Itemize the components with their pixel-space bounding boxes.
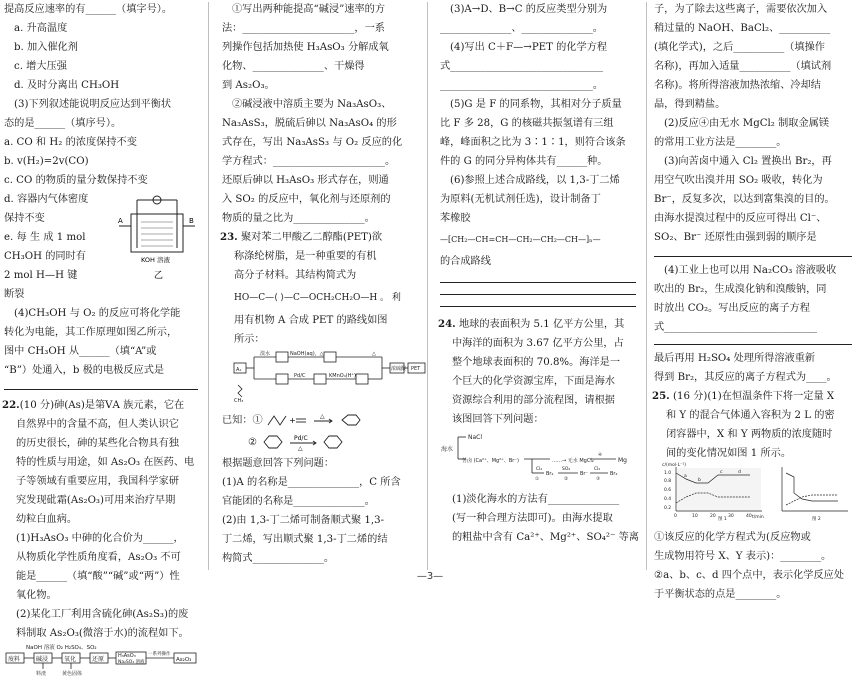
step-label: ④ <box>598 453 603 458</box>
flow-node: NaCl <box>468 434 483 441</box>
svg-text:+: + <box>289 416 296 425</box>
text-line: 吹出的 Br₂，生成溴化钠和溴酸钠，同 <box>654 284 827 295</box>
flow-node: ……→ 无水 MgCl₂ <box>552 458 594 464</box>
flow-node: 碱浸 <box>36 656 49 663</box>
column-1 <box>2 0 198 677</box>
point-label: d <box>738 470 741 475</box>
figure-caption: 乙 <box>154 271 164 281</box>
option-d: d. 容器内气体密度 <box>4 194 89 205</box>
axis-label: t/min <box>752 515 764 520</box>
option-c: c. CO 的物质的量分数保持不变 <box>4 175 148 186</box>
text-line: 保持不变 <box>4 213 45 224</box>
text-line: ②a、b、c、d 四个点中，表示化学反应处 <box>654 570 845 581</box>
reagent-label: 浓硫酸 <box>391 366 407 372</box>
fuel-cell-diagram <box>117 192 197 282</box>
rubber-structure: —[CH₂—CH=CH—CH₂—CH₂—CH—]ₙ— <box>440 235 601 244</box>
text-line: 自然界中的含量不高，但人类认识它 <box>16 419 179 430</box>
flow-node: 海水 <box>441 446 454 453</box>
text-line: 特的性质与用途，如 As₂O₃ 在医药、电 <box>16 457 195 468</box>
flow-node: 还原 <box>92 656 105 663</box>
text-line: 转化为电能，其工作原理如图乙所示， <box>4 327 178 338</box>
text-line: 高分子材料。其结构简式为 <box>234 270 357 281</box>
text-line: 氧化物。 <box>16 590 57 601</box>
option-c: c. 增大压强 <box>14 61 67 72</box>
text-line: 列操作包括加热使 H₃AsO₃ 分解成氧 <box>222 42 389 53</box>
text-line: (5)G 是 F 的同系物，其相对分子质量 <box>450 99 622 110</box>
pet-formula: HO—C—⟨ ⟩—C—OCH₂CH₂O— <box>234 293 370 303</box>
text-line: 于平衡状态的点是________。 <box>654 589 787 600</box>
point-label: a <box>684 474 687 479</box>
text-line: 得到 Br₂，其反应的离子方程式为____。 <box>654 372 837 383</box>
reagent-label: SO₂ <box>562 467 571 472</box>
text-line: 和 Y 的混合气体通入容积为 2 L 的密 <box>666 410 835 421</box>
electrolyte-label: KOH 溶液 <box>141 256 170 264</box>
text-line: 资源综合利用的部分流程图，请根据 <box>452 395 615 406</box>
text-line: 究发现砒霜(As₂O₃)可用来治疗早期 <box>16 495 176 506</box>
axis-label: c/(mol·L⁻¹) <box>662 463 687 468</box>
condition-label: Pd/C <box>294 435 309 442</box>
compound-label: PET <box>411 366 421 372</box>
tick-label: 40 <box>746 514 752 519</box>
text-line: 用空气吹出溴并用 SO₂ 吸收，转化为 <box>654 175 823 186</box>
text-line: 入 SO₂ 的反应中，氧化剂与还原剂的 <box>222 194 391 205</box>
reagent-label: Cl₂ <box>594 467 601 472</box>
text-line: 态的是______（填序号）。 <box>4 118 122 129</box>
text-line: 时放出 CO₂。写出反应的离子方程 <box>654 303 810 314</box>
text-line: 式______________________________ <box>440 61 603 72</box>
text-line: 2 mol H—H 键 <box>4 270 78 281</box>
text-line: (4)写出 C＋F—→PET 的化学方程 <box>450 42 608 53</box>
text-line: 间的变化情况如图 1 所示。 <box>666 448 792 459</box>
flow-node: 苦卤 (Ca²⁺、Mg²⁺、Br⁻) <box>462 458 519 464</box>
pet-formula-end: H 。 利 <box>369 293 401 303</box>
flow-node: 废料 <box>8 656 21 663</box>
text-line: (写一种合理方法即可)。由海水提取 <box>452 513 613 524</box>
answer-line <box>440 293 636 295</box>
flow-node: H₃AsO₃ <box>118 653 136 659</box>
flow-byproduct: 黄色固体 <box>62 671 83 677</box>
option-a: a. CO 和 H₂ 的浓度保持不变 <box>4 137 137 148</box>
text-line: 物质的量之比为______________。 <box>222 213 375 224</box>
concentration-graphs <box>662 463 852 521</box>
reagent-label: △ <box>372 351 376 357</box>
fuel-cell-block <box>4 190 198 285</box>
text-line: CH₃OH 的同时有 <box>4 251 86 262</box>
point-label: b <box>698 478 701 483</box>
text-line: 断裂 <box>4 289 25 300</box>
text-line: 能是______（填“酸”“碱”或“两”）性 <box>16 571 180 582</box>
flow-node: Br₂ <box>546 471 554 477</box>
text-line: 名称)。将所得溶液加热浓缩、冷却结 <box>654 80 821 91</box>
answer-line <box>440 305 636 307</box>
text-line: (4)工业上也可以用 Na₂CO₃ 溶液吸收 <box>664 265 837 276</box>
tick-label: 20 <box>710 514 716 519</box>
option-a: a. 升高温度 <box>14 23 68 34</box>
text-line: 为原料(无机试剂任选)，设计制备丁 <box>440 194 601 205</box>
text-line: (3)下列叙述能说明反应达到平衡状 <box>14 99 172 110</box>
text-line: 比 F 多 28，G 的核磁共振氢谱有三组 <box>440 118 614 129</box>
flow-node: As₂O₃ <box>176 657 192 663</box>
question-number: 24. <box>438 318 456 330</box>
column-3 <box>438 0 639 570</box>
text-line: 稍过量的 NaOH、BaCl₂、__________ <box>654 23 831 34</box>
flow-byproduct: 料渣 <box>36 671 47 677</box>
flow-node: 一系列操作 <box>148 652 171 657</box>
text-line: ______________________________。 <box>440 80 603 91</box>
text-line: 丁二烯，写出顺式聚 1,3-丁二烯的结 <box>222 534 388 545</box>
seawater-flowchart <box>440 429 636 483</box>
text-line: Na₃AsS₃，脱硫后砷以 Na₃AsO₄ 的形 <box>222 118 397 129</box>
text-line: 件的 G 的同分异构体共有______种。 <box>440 156 608 167</box>
arsenic-flowchart <box>4 643 198 677</box>
text-line: 由海水提溴过程中的反应可得出 Cl⁻、 <box>654 213 827 224</box>
text-line: 图中 CH₃OH 从______（填“A”或 <box>4 346 157 357</box>
answer-line <box>654 255 852 257</box>
text-line: (2)某化工厂利用含硫化砷(As₂S₃)的废 <box>16 609 189 620</box>
option-b: b. v(H₂)=2v(CO) <box>4 156 89 167</box>
reagent-label: Cl₂ <box>536 467 543 472</box>
hydrogenation-scheme <box>260 433 360 451</box>
text-line: ② <box>248 437 258 448</box>
option-d: d. 及时分离出 CH₃OH <box>14 80 120 91</box>
text-line: 称涤纶树脂，是一种重要的有机 <box>234 251 377 262</box>
option-e: e. 每 生 成 1 mol <box>4 232 86 243</box>
tick-label: 10 <box>692 514 698 519</box>
text-line: 法：______________________，一系 <box>222 23 385 34</box>
text-line: 生成物用符号 X、Y 表示)：________。 <box>654 551 832 562</box>
text-line: 的合成路线 <box>440 256 491 267</box>
text-line: 提高反应速率的有______（填字号）。 <box>4 4 173 15</box>
text-line: 官能团的名称是______________。 <box>222 496 375 507</box>
text-line: 根据题意回答下列问题： <box>222 458 335 469</box>
point-label: c <box>720 470 723 475</box>
answer-line <box>4 388 198 390</box>
tick-label: 0.6 <box>664 488 672 493</box>
text-line: (10 分)砷(As)是第ⅤA 族元素，它在 <box>19 400 185 411</box>
text-line: 构简式______________。 <box>222 553 335 564</box>
text-line: 整个地球表面积的 70.8%。海洋是一 <box>452 357 621 368</box>
known-reaction-1 <box>222 410 417 432</box>
text-line: Br⁻，反复多次，以达到富集溴的目的。 <box>654 194 835 205</box>
tick-label: 1.0 <box>664 471 672 476</box>
column-2 <box>220 0 421 570</box>
step-label: ② <box>564 477 569 482</box>
text-line: 闭容器中，X 和 Y 两物质的浓度随时 <box>666 429 833 440</box>
figure-caption: 图 1 <box>718 517 727 522</box>
question-number: 25. <box>652 390 670 402</box>
text-line: 中海洋的面积为 3.67 亿平方公里，占 <box>452 338 624 349</box>
text-line: 最后再用 H₂SO₄ 处理所得溶液重新 <box>654 353 816 364</box>
reagent-label: NaOH 溶液 O₂ H₂SO₄、SO₂ <box>26 645 97 651</box>
step-label: ① <box>535 477 540 482</box>
text-line: 的粗盐中含有 Ca²⁺、Mg²⁺、SO₄²⁻ 等离 <box>452 532 639 543</box>
text-line: 子等领域有重要应用，我国科学家研 <box>16 476 179 487</box>
column-4 <box>652 0 852 600</box>
text-line: 式存在，写出 Na₃AsS₃ 与 O₂ 反应的化 <box>222 137 403 148</box>
text-line: 该图回答下列问题： <box>452 414 544 425</box>
reagent-label: 溴水 <box>260 351 271 357</box>
text-line: 已知：① <box>222 415 263 426</box>
text-line: 化物、______________、干燥得 <box>222 61 365 72</box>
text-line: ①该反应的化学方程式为(反应物或 <box>654 532 811 543</box>
page-number: —3— <box>416 571 444 582</box>
condition-label: △ <box>320 413 325 420</box>
text-line: ______________、______________。 <box>440 23 603 34</box>
text-line: (16 分)(1)在恒温条件下将一定量 X <box>672 391 835 402</box>
diene-addition-scheme <box>266 411 376 429</box>
question-number: 23. <box>220 231 238 243</box>
text-line: 苯橡胶 <box>440 213 471 224</box>
tick-label: 0 <box>674 514 677 519</box>
text-line: 地球的表面积为 5.1 亿平方公里，其 <box>458 319 625 330</box>
text-line: 晶，得到精盐。 <box>654 99 726 110</box>
tick-label: 0.2 <box>664 506 672 511</box>
text-line: (2)反应④由无水 MgCl₂ 制取金属镁 <box>664 118 830 129</box>
text-line: 式______________________________ <box>654 322 817 333</box>
text-line: 峰，峰面积之比为 3∶1∶1，则符合该条 <box>440 137 626 148</box>
text-line: 所示： <box>234 334 265 345</box>
text-line: (1)A 的名称是______________，C 所含 <box>222 477 401 488</box>
text-line: 学方程式：______________________。 <box>222 156 396 167</box>
substituent-label: CH₃ <box>234 398 244 404</box>
condition-label: △ <box>298 445 304 452</box>
step-label: ③ <box>596 477 601 482</box>
text-line: 还原后砷以 H₃AsO₃ 形式存在，则通 <box>222 175 389 186</box>
text-line: ②碱浸液中溶质主要为 Na₃AsO₃、 <box>232 99 392 110</box>
text-line: 名称)，再加入适量__________（填试剂 <box>654 61 832 72</box>
text-line: 幼粒白血病。 <box>16 514 78 525</box>
text-line: 到 As₂O₃。 <box>222 80 275 91</box>
text-line: 用有机物 A 合成 PET 的路线如图 <box>234 315 388 326</box>
flow-node: Br⁻ <box>580 471 589 477</box>
tick-label: 0.4 <box>664 497 672 502</box>
electrode-label-a: A <box>118 217 123 225</box>
text-line: (3)向苦卤中通入 Cl₂ 置换出 Br₂，再 <box>664 156 832 167</box>
text-line: 子，为了除去这些离子，需要依次加入 <box>654 4 828 15</box>
tick-label: 0.8 <box>664 479 672 484</box>
text-line: 从物质化学性质角度看，As₂O₃ 不可 <box>16 552 181 563</box>
text-line: (3)A→D、B→C 的反应类型分别为 <box>450 4 608 15</box>
text-line: (4)CH₃OH 与 O₂ 的反应可将化学能 <box>14 308 181 319</box>
text-line: (2)由 1,3-丁二烯可制备顺式聚 1,3- <box>222 515 385 526</box>
text-line: (6)参照上述合成路线，以 1,3-丁二烯 <box>450 175 620 186</box>
flow-node: Mg <box>618 457 627 464</box>
text-line: ①写出两种能提高“碱浸”速率的方 <box>232 4 386 15</box>
flow-node: Na₂SO₄ 溶液 <box>118 660 145 665</box>
question-number: 22. <box>2 399 20 411</box>
text-line: “B”）处通入，b 极的电极反应式是 <box>4 365 165 376</box>
pet-structure <box>222 285 417 311</box>
text-line: (填化学式)，之后__________（填操作 <box>654 42 825 53</box>
text-line: 聚对苯二甲酸乙二醇酯(PET)欲 <box>240 232 383 243</box>
text-line: (1)淡化海水的方法有______________ <box>452 494 620 505</box>
tick-label: 30 <box>728 514 734 519</box>
text-line: 料制取 As₂O₃(微溶于水)的流程如下。 <box>16 628 189 639</box>
known-reaction-2 <box>222 432 417 454</box>
text-line: 的常用工业方法是________。 <box>654 137 787 148</box>
answer-line <box>440 281 636 283</box>
reagent-label: KMnO₄(H⁺) <box>329 373 357 379</box>
reagent-label: Pd/C <box>294 373 306 379</box>
flow-node: Br₂ <box>610 471 618 477</box>
compound-label: A₁ <box>236 367 242 373</box>
reagent-label: NaOH(aq)，△ <box>290 351 324 357</box>
text-line: SO₂、Br⁻ 还原性由强到弱的顺序是 <box>654 232 817 243</box>
text-line: 的历史很长，砷的某些化合物具有独 <box>16 438 179 449</box>
flow-node: 氧化 <box>64 656 77 663</box>
option-b: b. 加入催化剂 <box>14 42 78 53</box>
answer-line <box>654 343 852 345</box>
pet-synthesis-route <box>232 349 427 403</box>
text-line: 个巨大的化学资源宝库，下面是海水 <box>452 376 615 387</box>
figure-caption: 图 2 <box>812 517 821 522</box>
electrode-label-b: B <box>189 217 194 225</box>
text-line: (1)H₃AsO₃ 中砷的化合价为______， <box>16 533 184 544</box>
